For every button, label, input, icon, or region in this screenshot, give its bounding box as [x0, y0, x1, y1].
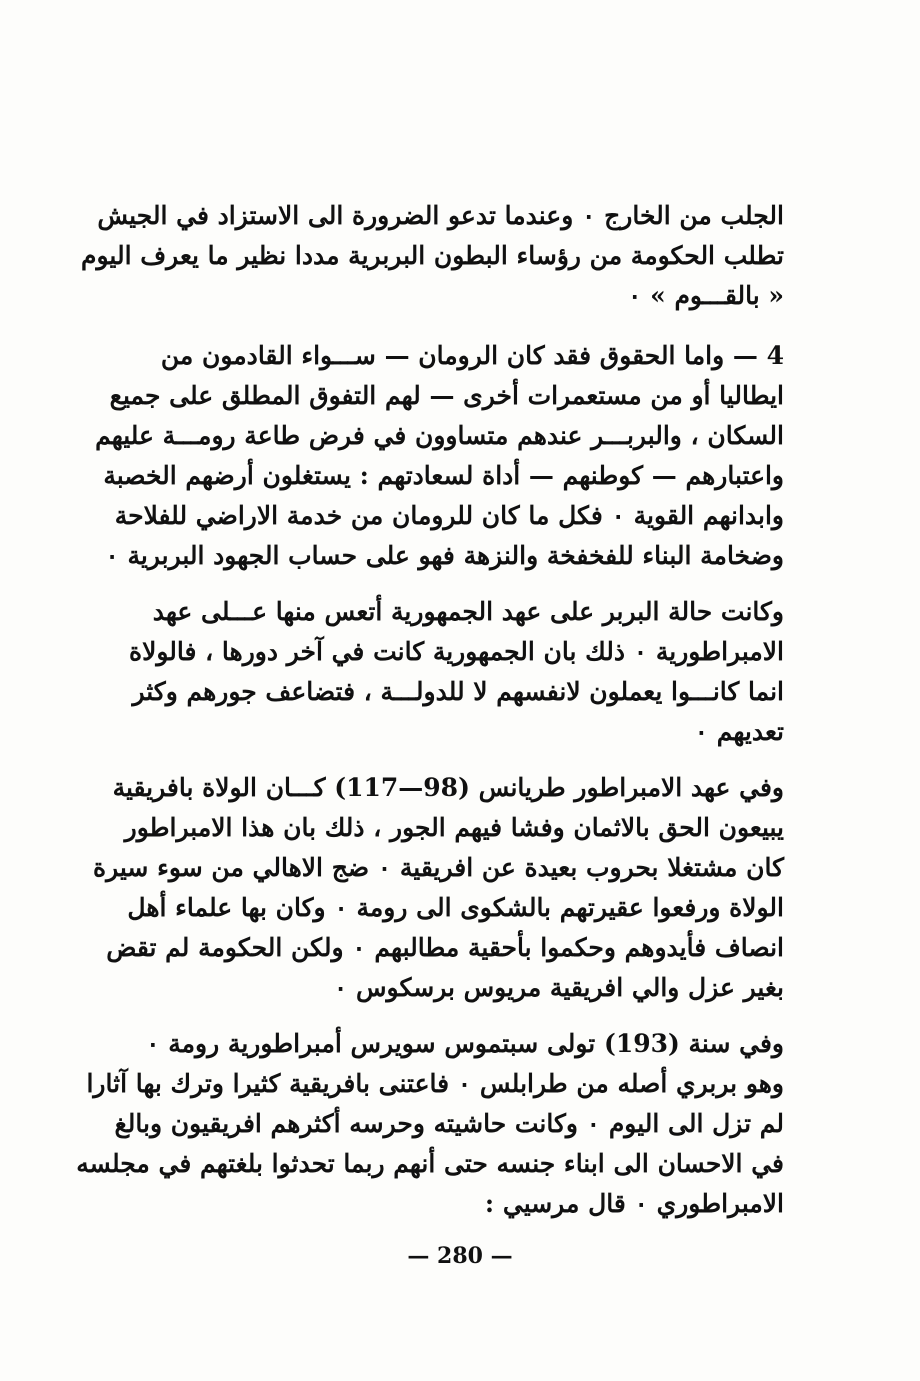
- text-line: « بالقـــوم » ٠: [627, 281, 784, 310]
- paragraph-2: [95, 336, 784, 576]
- paragraph-5: [76, 1024, 784, 1224]
- text-line: السكان ، والبربـــر عندهم متساوون في فرض طاعة رومـــة عليهم: [95, 421, 784, 450]
- text-line: انصاف فأيدوهم وحكموا بأحقية مطالبهم ٠ ولكن الحكومة لم تقض: [106, 933, 784, 962]
- text-line: وضخامة البناء للفخفخة والنزهة فهو على حساب الجهود البربرية ٠: [105, 541, 784, 570]
- text-line: كان مشتغلا بحروب بعيدة عن افريقية ٠ ضج الاهالي من سوء سيرة: [93, 853, 784, 882]
- text-line: تعديهم ٠: [694, 717, 784, 746]
- text-line: في الاحسان الى ابناء جنسه حتى أنهم ربما تحدثوا بلغتهم في مجلسه: [76, 1149, 784, 1178]
- text-line: يبيعون الحق بالاثمان وفشا فيهم الجور ، ذلك بان هذا الامبراطور: [124, 813, 784, 842]
- paragraph-3: [128, 592, 784, 752]
- paragraph-4: [93, 768, 784, 1008]
- text-line: الامبراطورية ٠ ذلك بان الجمهورية كانت في آخر دورها ، فالولاة: [128, 637, 784, 666]
- text-line: 4 — واما الحقوق فقد كان الرومان — ســـواء القادمون من: [160, 341, 784, 370]
- text-line: لم تزل الى اليوم ٠ وكانت حاشيته وحرسه أكثرهم افريقيون وبالغ: [114, 1109, 784, 1138]
- text-line: الامبراطوري ٠ قال مرسيي :: [484, 1189, 784, 1218]
- text-line: تطلب الحكومة من رؤساء البطون البربرية مددا نظير ما يعرف اليوم: [81, 241, 784, 270]
- text-line: وكانت حالة البربر على عهد الجمهورية أتعس منها عـــلى عهد: [152, 597, 784, 626]
- text-line: وابدانهم القوية ٠ فكل ما كان للرومان من خدمة الاراضي للفلاحة: [114, 501, 784, 530]
- text-line: الجلب من الخارج ٠ وعندما تدعو الضرورة الى الاستزاد في الجيش: [97, 201, 784, 230]
- text-line: وفي عهد الامبراطور طريانس (98—117) كـــان الولاة بافريقية: [112, 773, 784, 802]
- text-line: وهو بربري أصله من طرابلس ٠ فاعتنى بافريقية كثيرا وترك بها آثارا: [86, 1069, 784, 1098]
- text-line: انما كانـــوا يعملون لانفسهم لا للدولـــة ، فتضاعف جورهم وكثر: [132, 677, 784, 706]
- text-line: ايطاليا أو من مستعمرات أخرى — لهم التفوق المطلق على جميع: [109, 381, 784, 410]
- paragraph-1: [81, 196, 784, 316]
- page-number: — 280 —: [407, 1243, 513, 1269]
- text-line: بغير عزل والي افريقية مريوس برسكوس ٠: [333, 973, 784, 1002]
- text-line: وفي سنة (193) تولى سبتموس سويرس أمبراطورية رومة ٠: [146, 1029, 784, 1058]
- text-line: الولاة ورفعوا عقيرتهم بالشكوى الى رومة ٠ وكان بها علماء أهل: [127, 893, 784, 922]
- text-line: واعتبارهم — كوطنهم — أداة لسعادتهم : يستغلون أرضهم الخصبة: [103, 461, 784, 490]
